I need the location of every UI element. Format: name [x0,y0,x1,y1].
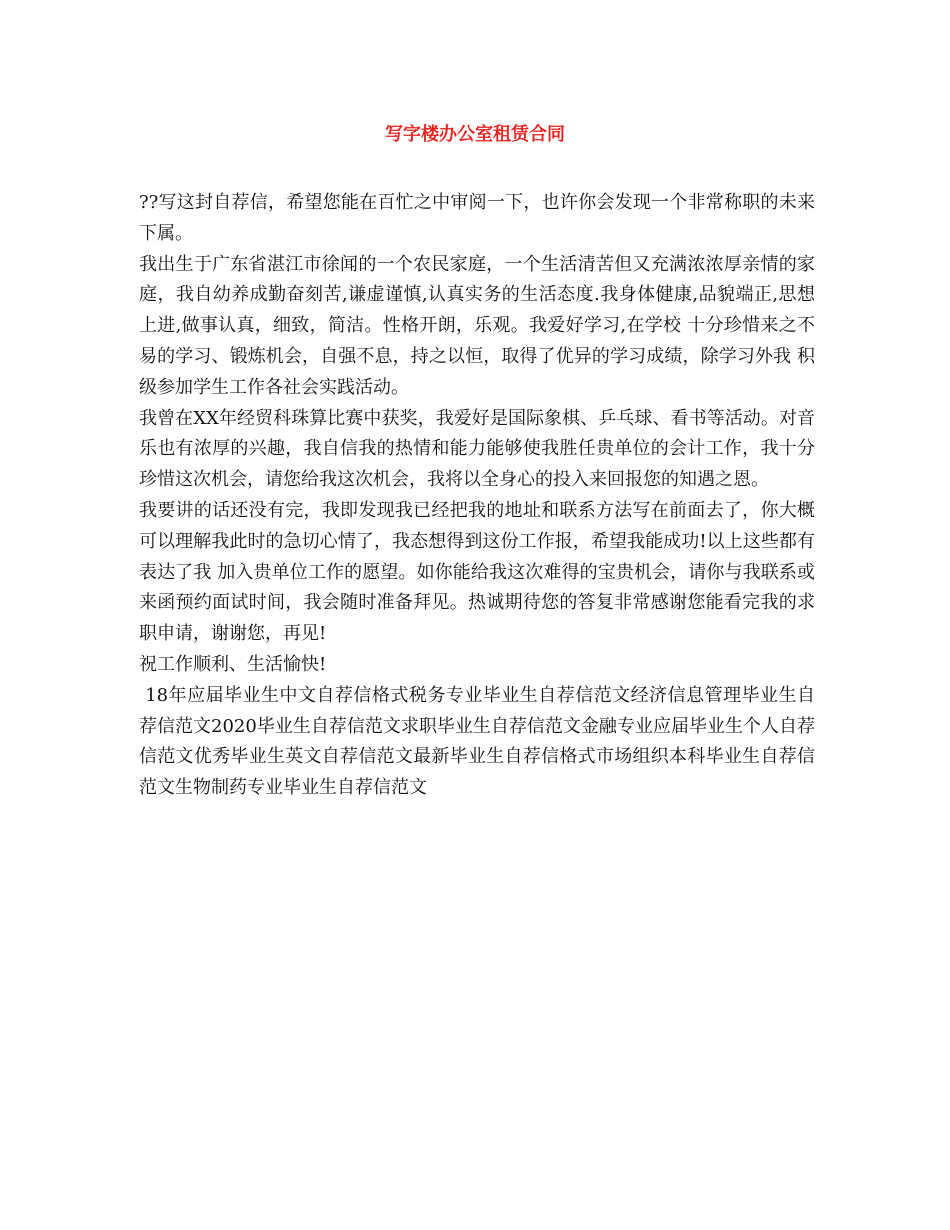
document-body [139,188,815,804]
paragraph-background: 我出生于广东省湛江市徐闻的一个农民家庭，一个生活清苦但又充满浓浓厚亲情的家庭，我自幼养成勤奋刻苦,谦虚谨慎,认真实务的生活态度.我身体健康,品貌端正,思想上进,做事认真，细致，简洁。性格开朗，乐观。我爱好学习,在学校 十分珍惜来之不易的学习、锻炼机会，自强不息，持之以恒，取得了优异的学习成绩，除学习外我 积级参加学生工作各社会实践活动。 [139,253,815,398]
paragraph-wishes: 祝工作顺利、生活愉快! [139,653,327,675]
document-title: 写字楼办公室租赁合同 [385,124,565,145]
paragraph-hobbies: 我曾在XX年经贸科珠算比赛中获奖，我爱好是国际象棋、乒乓球、看书等活动。对音乐也有浓厚的兴趣，我自信我的热情和能力能够使我胜任贵单位的会计工作，我十分珍惜这次机会，请您给我这次机会，我将以全身心的投入来回报您的知遇之恩。 [139,407,815,491]
paragraph-closing: 我要讲的话还没有完，我即发现我已经把我的地址和联系方法写在前面去了，你大概可以理解我此时的急切心情了，我态想得到这份工作报，希望我能成功!以上这些都有表达了我 加入贵单位工作的愿望。如你能给我这次难得的宝贵机会，请你与我联系或来函预约面试时间，我会随时准备拜见。热诚期待您的答复非常感谢您能看完我的求职申请，谢谢您，再见! [139,499,815,645]
paragraph-intro: ??写这封自荐信，希望您能在百忙之中审阅一下，也许你会发现一个非常称职的未来下属。 [139,192,815,244]
paragraph-related-links: 18年应届毕业生中文自荐信格式税务专业毕业生自荐信范文经济信息管理毕业生自荐信范文2020毕业生自荐信范文求职毕业生自荐信范文金融专业应届毕业生个人自荐信范文优秀毕业生英文自荐信范文最新毕业生自荐信格式市场组织本科毕业生自荐信范文生物制药专业毕业生自荐信范文 [139,684,815,799]
